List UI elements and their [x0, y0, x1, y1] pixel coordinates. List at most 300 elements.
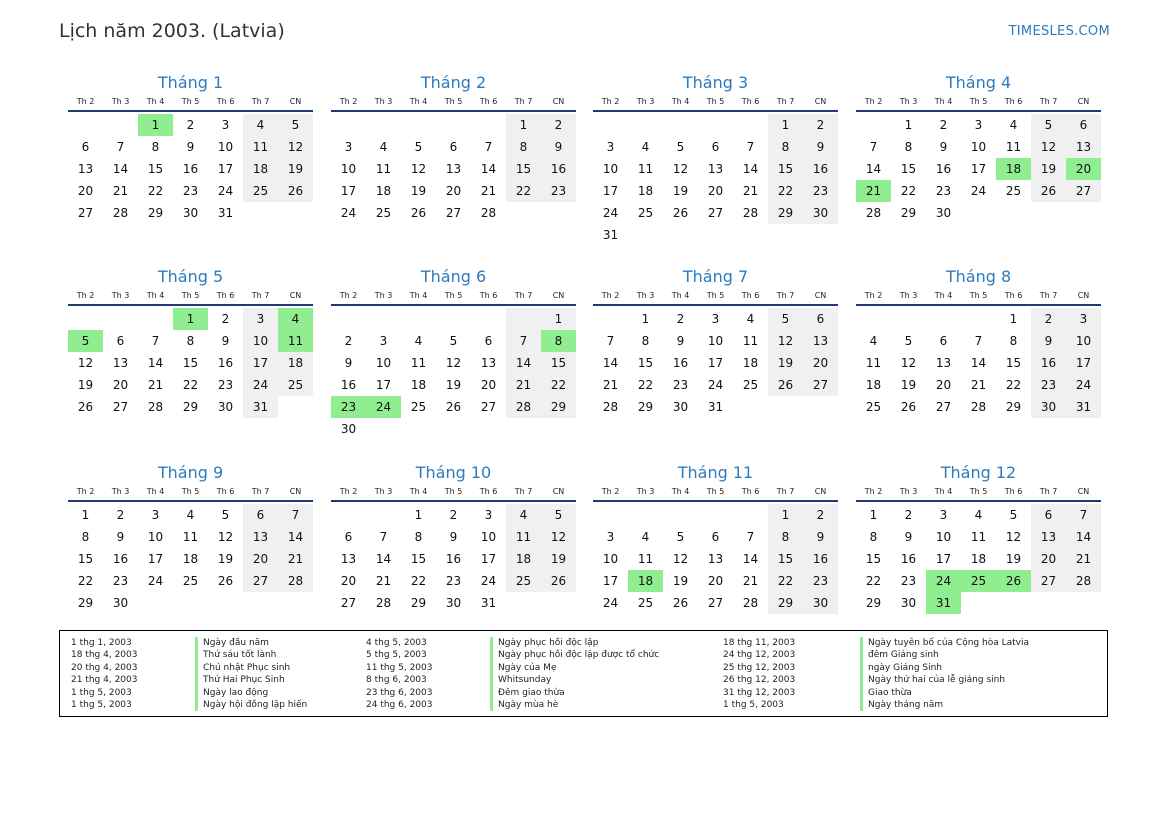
- day-cell: 22: [637, 378, 654, 392]
- day-cell: 7: [746, 140, 755, 154]
- empty-cell: [628, 504, 663, 526]
- day-cell: 26: [410, 206, 427, 220]
- day-cell: 28: [506, 396, 541, 418]
- holiday-date: 20 thg 4, 2003: [71, 662, 138, 673]
- weekday-label: CN: [552, 97, 565, 106]
- day-cell: 13: [935, 356, 952, 370]
- empty-cell: [331, 504, 366, 526]
- weekday-header: [593, 96, 838, 112]
- empty-cell: [663, 504, 698, 526]
- empty-cell: [436, 114, 471, 136]
- day-cell: 26: [217, 574, 234, 588]
- day-cell: 15: [410, 552, 427, 566]
- day-cell: 18: [375, 184, 392, 198]
- day-cell: 28: [375, 596, 392, 610]
- day-cell: 11: [375, 162, 392, 176]
- holiday-day-cell: 24: [366, 396, 401, 418]
- day-cell: 27: [707, 206, 724, 220]
- day-cell: 28: [742, 596, 759, 610]
- day-cell: 6: [484, 334, 493, 348]
- day-cell: 22: [900, 184, 917, 198]
- day-cell: 8: [904, 140, 913, 154]
- day-cell: 29: [900, 206, 917, 220]
- day-cell: 2: [221, 312, 230, 326]
- holiday-dates-col-1: [71, 637, 137, 711]
- empty-cell: [366, 504, 401, 526]
- day-cell: 18: [182, 552, 199, 566]
- day-cell: 5: [278, 114, 313, 136]
- day-cell: 9: [803, 136, 838, 158]
- weekday-label: Th 3: [636, 291, 655, 300]
- weekday-label: Th 5: [969, 291, 988, 300]
- weekday-header: [856, 96, 1101, 112]
- weekday-label: Th 4: [409, 487, 428, 496]
- weekday-label: Th 2: [339, 291, 358, 300]
- day-cell: 1: [81, 508, 90, 522]
- holiday-date: 24 thg 12, 2003: [723, 650, 796, 661]
- day-cell: 19: [672, 184, 689, 198]
- day-cell: 19: [1005, 552, 1022, 566]
- day-cell: 15: [147, 162, 164, 176]
- day-cell: 5: [904, 334, 913, 348]
- day-cell: 2: [803, 504, 838, 526]
- day-cell: 25: [278, 374, 313, 396]
- empty-cell: [401, 308, 436, 330]
- day-cell: 23: [112, 574, 129, 588]
- weekday-label: Th 7: [251, 291, 270, 300]
- holiday-day-cell: 26: [996, 570, 1031, 592]
- day-cell: 30: [182, 206, 199, 220]
- day-cell: 15: [865, 552, 882, 566]
- day-cell: 10: [375, 356, 392, 370]
- holiday-name: Ngày tuyên bố của Cộng hòa Latvia: [860, 637, 1029, 649]
- weekday-label: Th 5: [706, 487, 725, 496]
- day-cell: 17: [707, 356, 724, 370]
- day-cell: 4: [869, 334, 878, 348]
- month-3: [593, 72, 838, 246]
- day-cell: 26: [768, 374, 803, 396]
- month-title: Tháng 3: [682, 73, 749, 92]
- day-cell: 13: [1031, 526, 1066, 548]
- day-cell: 4: [641, 140, 650, 154]
- day-cell: 3: [606, 530, 615, 544]
- day-cell: 14: [970, 356, 987, 370]
- day-cell: 2: [186, 118, 195, 132]
- day-cell: 7: [974, 334, 983, 348]
- day-cell: 20: [480, 378, 497, 392]
- holiday-date: 1 thg 5, 2003: [723, 699, 784, 710]
- holiday-date: 8 thg 6, 2003: [366, 675, 427, 686]
- holiday-legend: [59, 630, 1108, 717]
- day-cell: 21: [480, 184, 497, 198]
- day-cell: 19: [1031, 158, 1066, 180]
- day-cell: 4: [506, 504, 541, 526]
- day-cell: 22: [541, 374, 576, 396]
- day-cell: 19: [410, 184, 427, 198]
- holiday-day-cell: 18: [996, 158, 1031, 180]
- day-cell: 19: [768, 352, 803, 374]
- day-cell: 13: [480, 356, 497, 370]
- holiday-day-cell: 25: [961, 570, 996, 592]
- day-cell: 29: [182, 400, 199, 414]
- weekday-header: [856, 486, 1101, 502]
- month-10: [331, 462, 576, 614]
- day-cell: 19: [217, 552, 234, 566]
- day-cell: 12: [410, 162, 427, 176]
- holiday-day-cell: 21: [856, 180, 891, 202]
- holiday-date: 1 thg 1, 2003: [71, 638, 132, 648]
- weekday-label: CN: [552, 487, 565, 496]
- weekday-label: Th 6: [1004, 97, 1023, 106]
- weekday-label: Th 5: [181, 487, 200, 496]
- day-cell: 31: [243, 396, 278, 418]
- day-cell: 29: [147, 206, 164, 220]
- day-cell: 22: [77, 574, 94, 588]
- day-cell: 27: [935, 400, 952, 414]
- day-cell: 15: [541, 352, 576, 374]
- day-cell: 23: [445, 574, 462, 588]
- day-cell: 4: [1009, 118, 1018, 132]
- day-cell: 24: [970, 184, 987, 198]
- day-cell: 23: [935, 184, 952, 198]
- day-cell: 14: [742, 162, 759, 176]
- weekday-label: Th 4: [671, 291, 690, 300]
- day-cell: 23: [217, 378, 234, 392]
- day-cell: 3: [221, 118, 230, 132]
- day-cell: 13: [77, 162, 94, 176]
- weekday-label: CN: [1077, 97, 1090, 106]
- day-cell: 22: [410, 574, 427, 588]
- weekday-label: Th 6: [216, 97, 235, 106]
- day-cell: 31: [1066, 396, 1101, 418]
- day-cell: 10: [480, 530, 497, 544]
- day-cell: 10: [970, 140, 987, 154]
- day-cell: 21: [602, 378, 619, 392]
- day-cell: 16: [340, 378, 357, 392]
- day-cell: 28: [742, 206, 759, 220]
- weekday-label: Th 3: [636, 487, 655, 496]
- day-cell: 2: [803, 114, 838, 136]
- weekday-label: Th 2: [601, 97, 620, 106]
- empty-cell: [506, 308, 541, 330]
- day-cell: 5: [1009, 508, 1018, 522]
- day-cell: 23: [182, 184, 199, 198]
- day-cell: 1: [414, 508, 423, 522]
- day-grid: [593, 112, 838, 246]
- day-cell: 26: [278, 180, 313, 202]
- day-cell: 20: [707, 184, 724, 198]
- holiday-day-cell: 11: [278, 330, 313, 352]
- day-cell: 2: [449, 508, 458, 522]
- day-cell: 26: [900, 400, 917, 414]
- day-cell: 18: [637, 184, 654, 198]
- day-cell: 11: [243, 136, 278, 158]
- day-cell: 30: [900, 596, 917, 610]
- day-cell: 23: [1031, 374, 1066, 396]
- day-cell: 30: [445, 596, 462, 610]
- holiday-name: Ngày của Mẹ: [490, 662, 659, 674]
- weekday-header: [68, 96, 313, 112]
- empty-cell: [471, 308, 506, 330]
- day-cell: 13: [112, 356, 129, 370]
- weekday-label: Th 5: [969, 487, 988, 496]
- weekday-label: Th 7: [776, 97, 795, 106]
- weekday-label: Th 5: [969, 97, 988, 106]
- day-cell: 30: [340, 422, 357, 436]
- day-cell: 10: [147, 530, 164, 544]
- weekday-label: Th 3: [111, 291, 130, 300]
- day-cell: 29: [865, 596, 882, 610]
- month-1: [68, 72, 313, 224]
- day-cell: 27: [243, 570, 278, 592]
- weekday-header: [68, 486, 313, 502]
- day-cell: 3: [484, 508, 493, 522]
- day-cell: 17: [243, 352, 278, 374]
- holiday-names-col-3: [860, 637, 1029, 711]
- day-cell: 9: [449, 530, 458, 544]
- weekday-label: Th 6: [741, 97, 760, 106]
- month-title: Tháng 8: [945, 267, 1012, 286]
- day-cell: 5: [541, 504, 576, 526]
- day-cell: 12: [541, 526, 576, 548]
- holiday-name: Ngày tháng năm: [860, 699, 1029, 711]
- day-cell: 18: [278, 352, 313, 374]
- weekday-label: Th 4: [146, 291, 165, 300]
- day-cell: 2: [904, 508, 913, 522]
- day-cell: 19: [541, 548, 576, 570]
- day-cell: 13: [340, 552, 357, 566]
- holiday-name: Ngày thứ hai của lễ giáng sinh: [860, 674, 1029, 686]
- day-cell: 7: [278, 504, 313, 526]
- day-cell: 12: [672, 552, 689, 566]
- day-cell: 26: [541, 570, 576, 592]
- day-cell: 26: [672, 206, 689, 220]
- day-cell: 9: [344, 356, 353, 370]
- weekday-label: Th 3: [374, 97, 393, 106]
- day-cell: 6: [803, 308, 838, 330]
- day-cell: 24: [602, 596, 619, 610]
- day-cell: 5: [676, 530, 685, 544]
- empty-cell: [926, 308, 961, 330]
- day-cell: 25: [506, 570, 541, 592]
- day-cell: 15: [506, 158, 541, 180]
- day-cell: 18: [865, 378, 882, 392]
- day-cell: 26: [1031, 180, 1066, 202]
- weekday-label: Th 4: [409, 97, 428, 106]
- day-cell: 20: [77, 184, 94, 198]
- weekday-label: Th 7: [776, 487, 795, 496]
- day-cell: 16: [541, 158, 576, 180]
- weekday-label: CN: [1077, 487, 1090, 496]
- month-title: Tháng 2: [420, 73, 487, 92]
- weekday-label: Th 2: [339, 487, 358, 496]
- day-cell: 24: [1066, 374, 1101, 396]
- weekday-label: Th 7: [1039, 97, 1058, 106]
- day-cell: 25: [637, 206, 654, 220]
- day-cell: 10: [602, 552, 619, 566]
- day-cell: 14: [278, 526, 313, 548]
- empty-cell: [103, 308, 138, 330]
- empty-cell: [891, 308, 926, 330]
- weekday-header: [331, 486, 576, 502]
- day-cell: 4: [641, 530, 650, 544]
- holiday-name: Ngày phục hồi độc lập: [490, 637, 659, 649]
- day-cell: 5: [1031, 114, 1066, 136]
- day-cell: 10: [243, 330, 278, 352]
- day-cell: 6: [116, 334, 125, 348]
- day-cell: 4: [243, 114, 278, 136]
- day-cell: 5: [676, 140, 685, 154]
- day-cell: 20: [935, 378, 952, 392]
- weekday-header: [593, 290, 838, 306]
- day-cell: 14: [480, 162, 497, 176]
- weekday-label: Th 3: [899, 97, 918, 106]
- day-cell: 24: [707, 378, 724, 392]
- day-cell: 18: [506, 548, 541, 570]
- day-cell: 8: [1009, 334, 1018, 348]
- day-cell: 9: [541, 136, 576, 158]
- day-grid: [68, 112, 313, 224]
- day-cell: 3: [939, 508, 948, 522]
- empty-cell: [698, 504, 733, 526]
- holiday-name: Ngày phục hồi độc lập được tổ chức: [490, 649, 659, 661]
- day-cell: 19: [445, 378, 462, 392]
- day-cell: 3: [379, 334, 388, 348]
- weekday-label: Th 5: [444, 487, 463, 496]
- empty-cell: [331, 308, 366, 330]
- day-cell: 9: [803, 526, 838, 548]
- weekday-label: Th 3: [636, 97, 655, 106]
- empty-cell: [856, 114, 891, 136]
- holiday-name: Ngày mùa hè: [490, 699, 659, 711]
- day-cell: 13: [803, 330, 838, 352]
- empty-cell: [698, 114, 733, 136]
- empty-cell: [961, 308, 996, 330]
- day-cell: 28: [602, 400, 619, 414]
- day-cell: 22: [768, 570, 803, 592]
- month-6: [331, 266, 576, 440]
- day-cell: 19: [672, 574, 689, 588]
- empty-cell: [593, 308, 628, 330]
- day-cell: 29: [768, 592, 803, 614]
- day-cell: 7: [746, 530, 755, 544]
- day-cell: 12: [672, 162, 689, 176]
- day-cell: 8: [869, 530, 878, 544]
- day-cell: 27: [445, 206, 462, 220]
- weekday-label: Th 7: [514, 291, 533, 300]
- weekday-label: Th 7: [514, 97, 533, 106]
- day-cell: 11: [182, 530, 199, 544]
- weekday-header: [68, 290, 313, 306]
- site-link[interactable]: TIMESLES.COM: [1008, 24, 1110, 39]
- weekday-label: Th 6: [741, 291, 760, 300]
- holiday-date: 21 thg 4, 2003: [71, 675, 138, 686]
- weekday-label: Th 6: [216, 291, 235, 300]
- day-grid: [331, 502, 576, 614]
- weekday-label: CN: [289, 291, 302, 300]
- holiday-dates-col-3: [723, 637, 795, 711]
- weekday-label: CN: [814, 97, 827, 106]
- holiday-name: Ngày lao động: [195, 687, 307, 699]
- day-cell: 18: [742, 356, 759, 370]
- empty-cell: [331, 114, 366, 136]
- month-title: Tháng 1: [157, 73, 224, 92]
- day-cell: 14: [602, 356, 619, 370]
- holiday-date: 18 thg 11, 2003: [723, 638, 796, 648]
- day-grid: [593, 306, 838, 418]
- day-cell: 30: [672, 400, 689, 414]
- day-cell: 22: [147, 184, 164, 198]
- empty-cell: [733, 504, 768, 526]
- day-cell: 6: [243, 504, 278, 526]
- day-cell: 9: [116, 530, 125, 544]
- day-cell: 29: [637, 400, 654, 414]
- holiday-name: Ngày hội đồng lập hiến: [195, 699, 307, 711]
- weekday-label: Th 2: [864, 487, 883, 496]
- day-cell: 6: [344, 530, 353, 544]
- day-cell: 25: [637, 596, 654, 610]
- weekday-label: Th 7: [251, 97, 270, 106]
- weekday-label: Th 6: [479, 291, 498, 300]
- empty-cell: [856, 308, 891, 330]
- day-cell: 11: [970, 530, 987, 544]
- day-cell: 20: [243, 548, 278, 570]
- holiday-name: Đêm giao thừa: [490, 687, 659, 699]
- day-cell: 20: [340, 574, 357, 588]
- day-cell: 4: [414, 334, 423, 348]
- weekday-label: Th 3: [899, 487, 918, 496]
- weekday-label: Th 2: [76, 487, 95, 496]
- weekday-label: CN: [289, 487, 302, 496]
- day-grid: [856, 306, 1101, 418]
- day-cell: 29: [410, 596, 427, 610]
- weekday-label: Th 6: [1004, 291, 1023, 300]
- weekday-label: Th 4: [934, 97, 953, 106]
- day-cell: 13: [243, 526, 278, 548]
- weekday-label: Th 3: [111, 97, 130, 106]
- day-cell: 17: [217, 162, 234, 176]
- day-cell: 11: [506, 526, 541, 548]
- day-cell: 18: [410, 378, 427, 392]
- day-cell: 7: [606, 334, 615, 348]
- month-12: [856, 462, 1101, 614]
- day-grid: [331, 306, 576, 440]
- day-cell: 22: [865, 574, 882, 588]
- day-cell: 14: [147, 356, 164, 370]
- day-cell: 6: [1066, 114, 1101, 136]
- holiday-day-cell: 5: [68, 330, 103, 352]
- day-cell: 9: [221, 334, 230, 348]
- day-cell: 21: [278, 548, 313, 570]
- day-cell: 10: [340, 162, 357, 176]
- day-cell: 8: [186, 334, 195, 348]
- day-cell: 31: [602, 228, 619, 242]
- day-cell: 1: [869, 508, 878, 522]
- day-cell: 1: [904, 118, 913, 132]
- day-cell: 23: [803, 180, 838, 202]
- day-cell: 21: [375, 574, 392, 588]
- day-cell: 5: [768, 308, 803, 330]
- empty-cell: [138, 308, 173, 330]
- holiday-name: Whitsunday: [490, 674, 659, 686]
- holiday-day-cell: 18: [628, 570, 663, 592]
- day-cell: 2: [1031, 308, 1066, 330]
- day-cell: 11: [637, 552, 654, 566]
- holiday-name: Ngày đầu năm: [195, 637, 307, 649]
- holiday-date: 1 thg 5, 2003: [71, 699, 132, 710]
- day-cell: 1: [641, 312, 650, 326]
- empty-cell: [366, 114, 401, 136]
